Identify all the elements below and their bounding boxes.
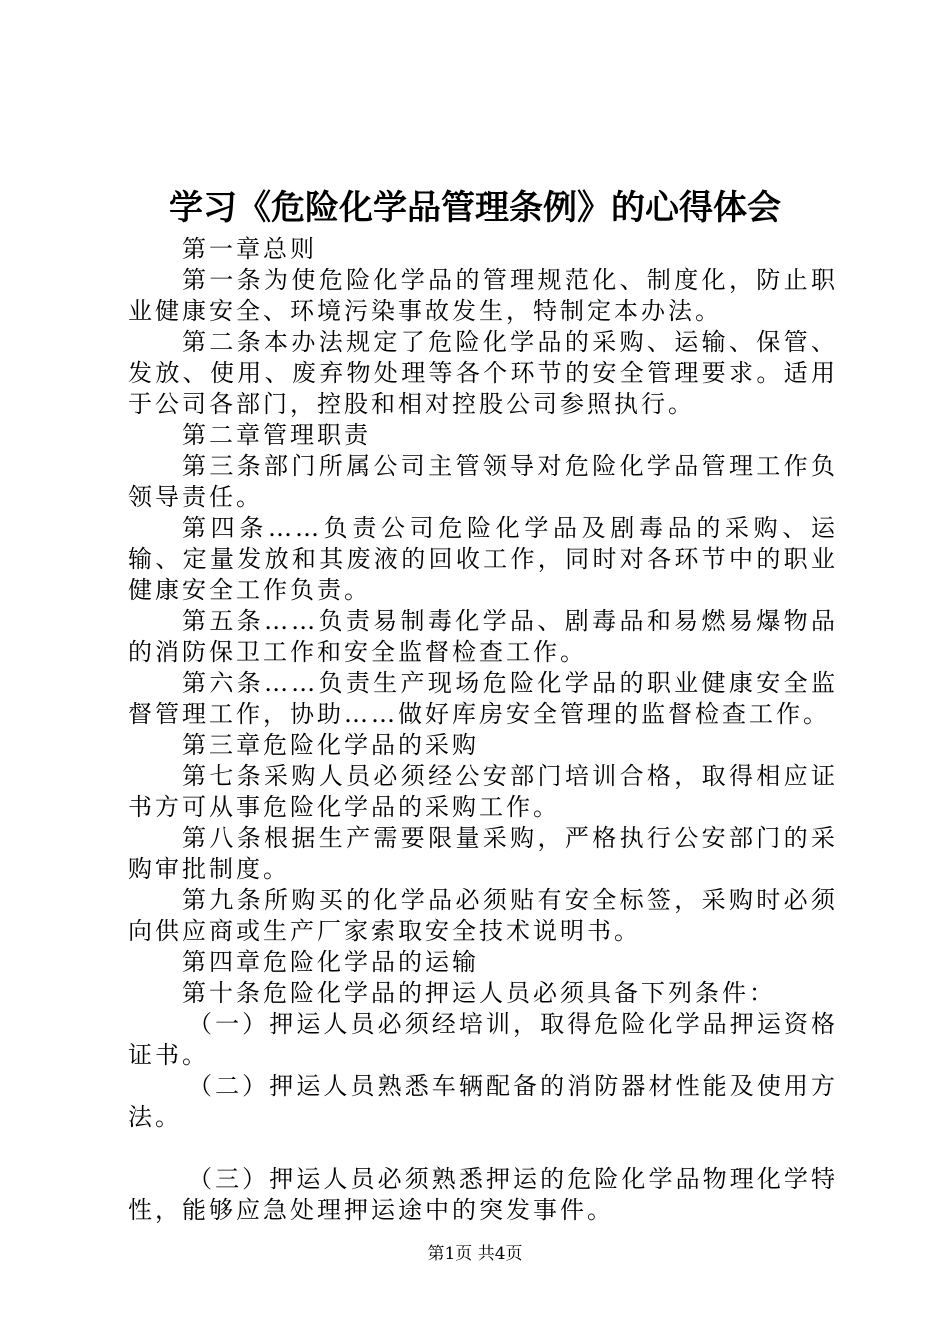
- chapter-heading-4: 第四章危险化学品的运输: [182, 948, 479, 976]
- article-8: 第八条根据生产需要限量采购，严格执行公安部门的采购审批制度。: [128, 824, 838, 883]
- article-2: 第二条本办法规定了危险化学品的采购、运输、保管、发放、使用、废弃物处理等各个环节的安全管理要求。适用于公司各部门，控股和相对控股公司参照执行。: [128, 328, 838, 418]
- article-7: 第七条采购人员必须经公安部门培训合格，取得相应证书方可从事危险化学品的采购工作。: [128, 762, 838, 821]
- document-title: 学习《危险化学品管理条例》的心得体会: [169, 188, 781, 228]
- article-4: 第四条……负责公司危险化学品及剧毒品的采购、运输、定量发放和其废液的回收工作，同时对各环节中的职业健康安全工作负责。: [128, 514, 838, 604]
- article-1: 第一条为使危险化学品的管理规范化、制度化，防止职业健康安全、环境污染事故发生，特制定本办法。: [128, 266, 838, 325]
- list-item-2: （二）押运人员熟悉车辆配备的消防器材性能及使用方法。: [128, 1072, 838, 1131]
- article-5: 第五条……负责易制毒化学品、剧毒品和易燃易爆物品的消防保卫工作和安全监督检查工作。: [128, 607, 838, 666]
- blank-line: [128, 1133, 838, 1164]
- article-9: 第九条所购买的化学品必须贴有安全标签，采购时必须向供应商或生产厂家索取安全技术说明书。: [128, 886, 838, 945]
- article-6: 第六条……负责生产现场危险化学品的职业健康安全监督管理工作，协助……做好库房安全管理的监督检查工作。: [128, 669, 838, 728]
- chapter-heading-3: 第三章危险化学品的采购: [182, 731, 479, 759]
- article-3: 第三条部门所属公司主管领导对危险化学品管理工作负领导责任。: [128, 452, 838, 511]
- chapter-heading-1: 第一章总则: [182, 235, 317, 263]
- document-body: [128, 234, 838, 1226]
- article-10: 第十条危险化学品的押运人员必须具备下列条件：: [182, 979, 776, 1007]
- list-item-1: （一）押运人员必须经培训，取得危险化学品押运资格证书。: [128, 1010, 838, 1069]
- list-item-3: （三）押运人员必须熟悉押运的危险化学品物理化学特性，能够应急处理押运途中的突发事件。: [128, 1165, 838, 1224]
- page-footer: 第1页 共4页: [427, 1244, 523, 1264]
- chapter-heading-2: 第二章管理职责: [182, 421, 371, 449]
